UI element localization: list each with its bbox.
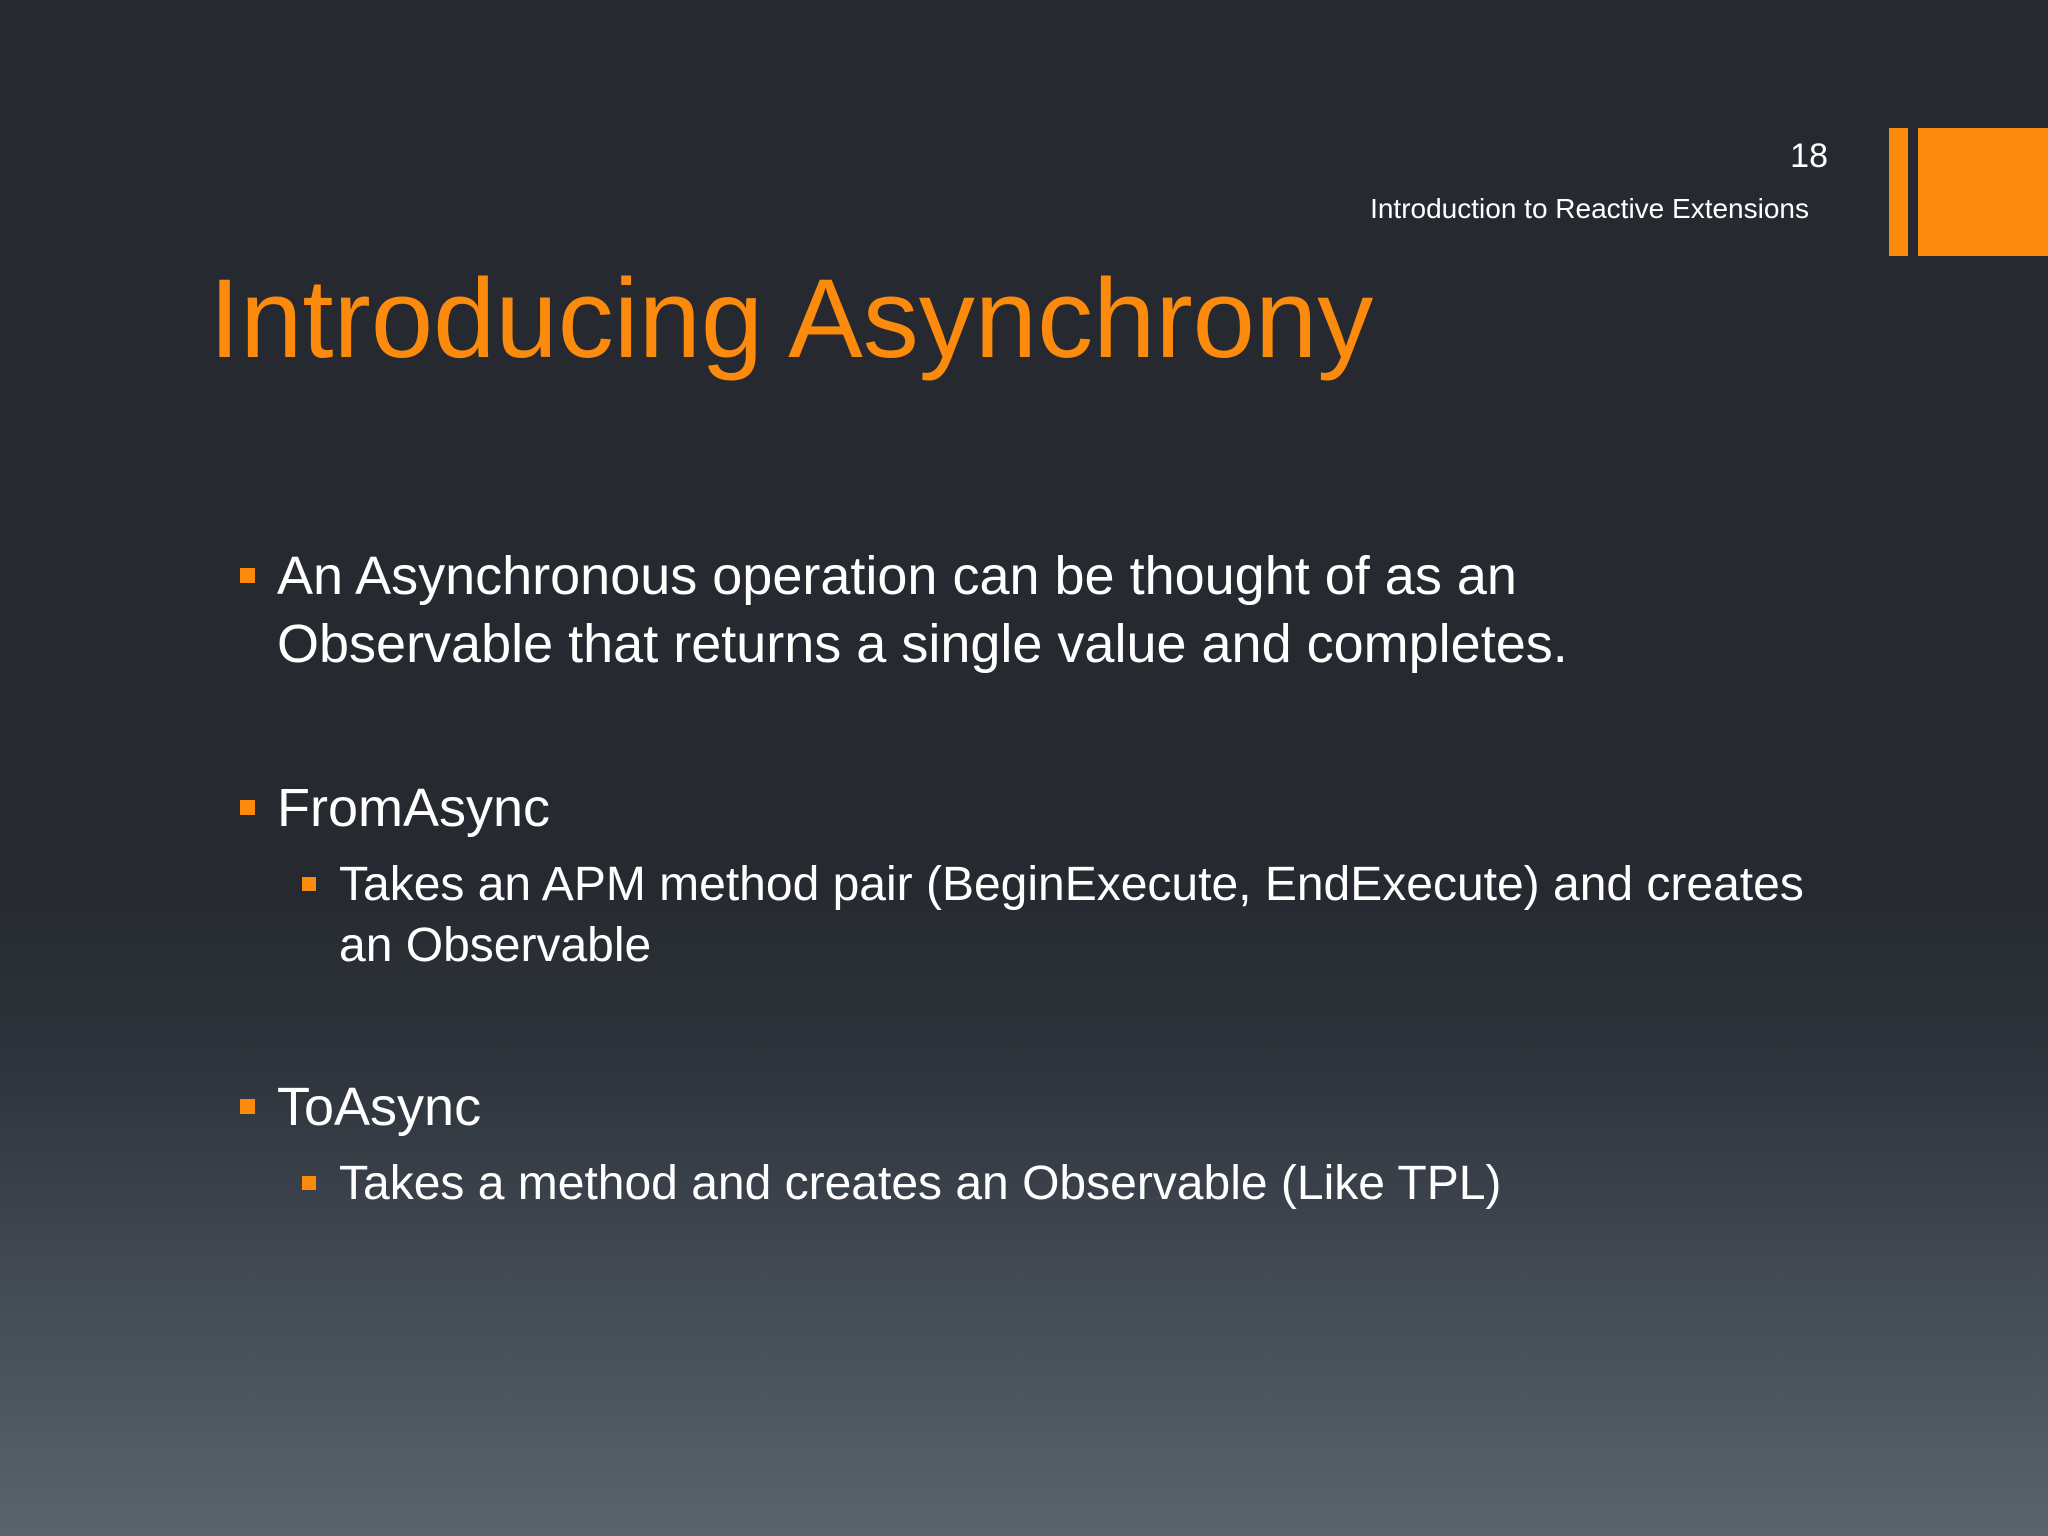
slide-number: 18: [1790, 137, 1828, 175]
sub-bullet-text: Takes a method and creates an Observable (Like TPL): [339, 1157, 1502, 1210]
bullet-text: FromAsync: [277, 778, 551, 838]
bullet-square-icon: [240, 800, 255, 815]
bullet-text: ToAsync: [277, 1077, 482, 1137]
sub-bullet-item: [339, 854, 1819, 976]
sub-bullet-text: Takes an APM method pair (BeginExecute, EndExecute) and creates an Observable: [339, 858, 1804, 972]
slide-title: Introducing Asynchrony: [209, 256, 1374, 381]
bullet-square-icon: [302, 877, 316, 891]
bullet-square-icon: [240, 568, 255, 583]
bullet-square-icon: [240, 1099, 255, 1114]
accent-bar-block: [1918, 128, 2048, 256]
bullet-item: [277, 1073, 1777, 1141]
accent-bar-thin: [1889, 128, 1908, 256]
bullet-text: An Asynchronous operation can be thought of as an Observable that returns a single value and completes.: [277, 546, 1568, 674]
sub-bullet-item: [339, 1153, 1819, 1214]
bullet-item: [277, 774, 1777, 842]
bullet-item: [277, 542, 1777, 678]
presentation-title: Introduction to Reactive Extensions: [1370, 193, 1809, 224]
bullet-square-icon: [302, 1176, 316, 1190]
